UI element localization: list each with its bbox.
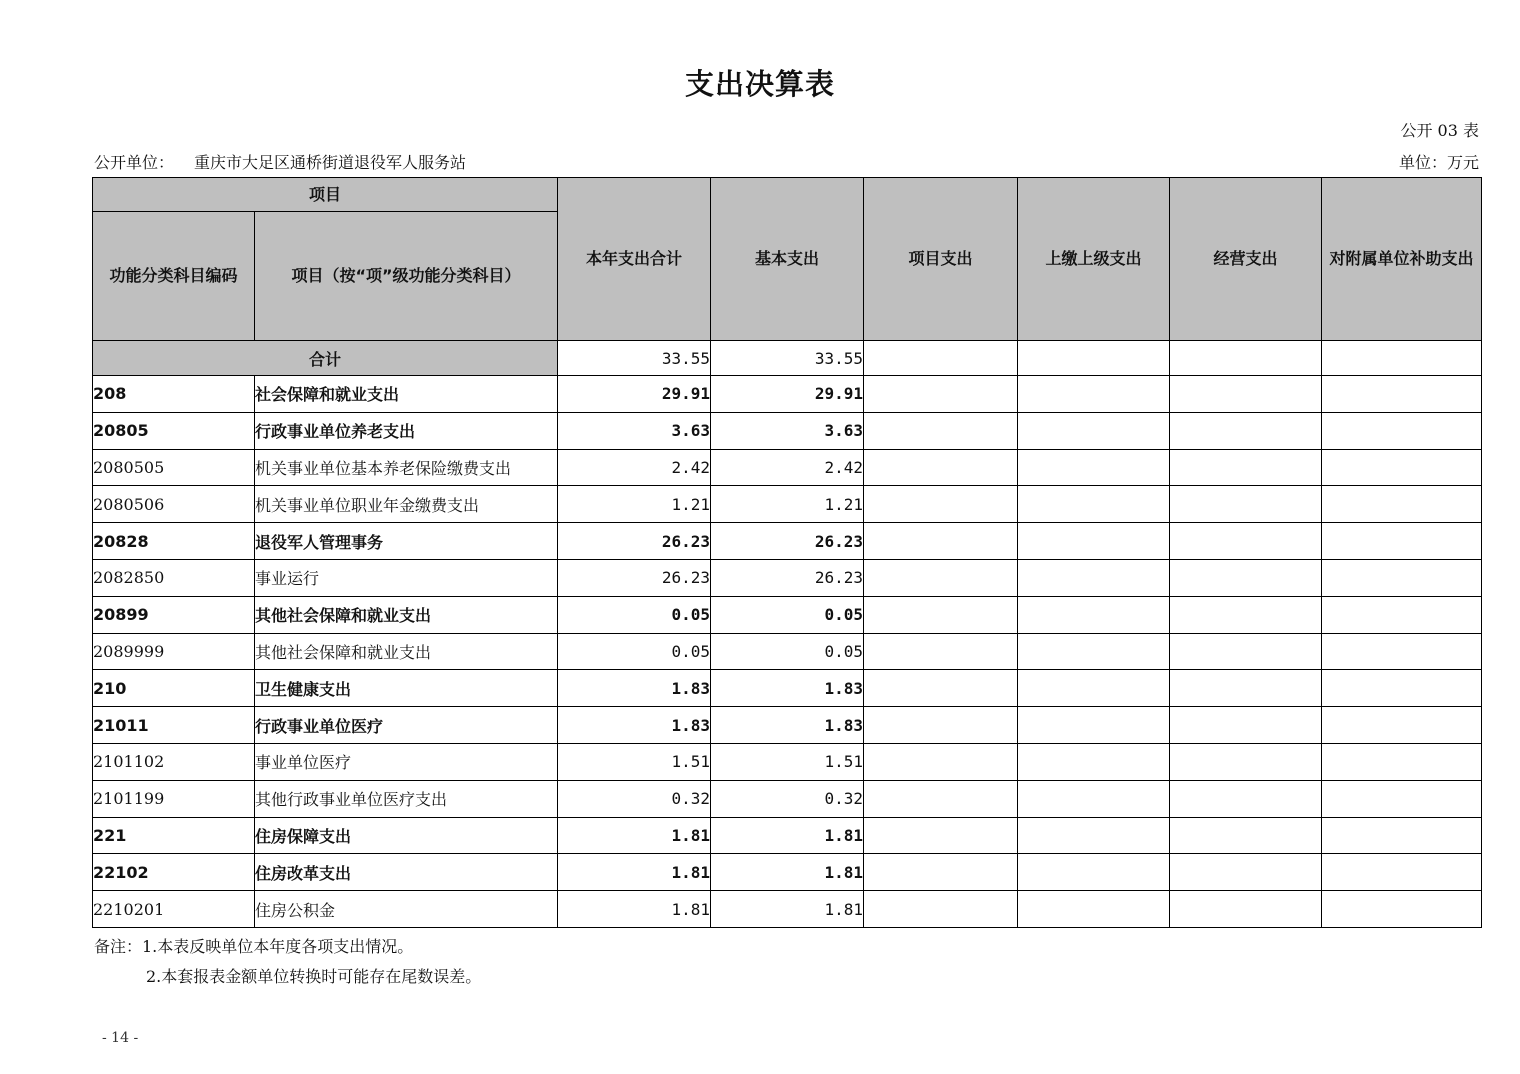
row-total: 0.05: [558, 633, 711, 670]
empty-cell: [864, 854, 1018, 891]
row-basic: 1.21: [711, 486, 864, 523]
row-basic: 0.05: [711, 596, 864, 633]
row-code: 21011: [93, 707, 255, 744]
total-sum: 33.55: [558, 341, 711, 376]
row-basic: 1.81: [711, 817, 864, 854]
table-row: [93, 707, 1482, 744]
row-basic: 29.91: [711, 376, 864, 413]
table-row: [93, 449, 1482, 486]
row-total: 26.23: [558, 559, 711, 596]
row-total: 26.23: [558, 523, 711, 560]
empty-cell: [1170, 633, 1322, 670]
row-basic: 2.42: [711, 449, 864, 486]
empty-cell: [1322, 670, 1482, 707]
notes: [94, 932, 481, 992]
row-basic: 26.23: [711, 523, 864, 560]
empty-cell: [1322, 412, 1482, 449]
empty-cell: [864, 559, 1018, 596]
row-code: 2089999: [93, 633, 255, 670]
table-row: [93, 376, 1482, 413]
row-name: 卫生健康支出: [255, 670, 558, 707]
empty-cell: [1322, 817, 1482, 854]
row-code: 210: [93, 670, 255, 707]
row-name: 其他行政事业单位医疗支出: [255, 780, 558, 817]
table-row: [93, 780, 1482, 817]
header-subsidy: 对附属单位补助支出: [1322, 178, 1482, 341]
empty-cell: [1170, 743, 1322, 780]
empty-cell: [1170, 449, 1322, 486]
expenditure-table: [92, 177, 1482, 928]
row-name: 住房改革支出: [255, 854, 558, 891]
empty-cell: [864, 743, 1018, 780]
table-row: [93, 523, 1482, 560]
empty-cell: [864, 670, 1018, 707]
row-basic: 0.32: [711, 780, 864, 817]
empty-cell: [1018, 559, 1170, 596]
row-total: 1.21: [558, 486, 711, 523]
row-basic: 1.51: [711, 743, 864, 780]
empty-cell: [1170, 559, 1322, 596]
row-basic: 3.63: [711, 412, 864, 449]
row-basic: 1.83: [711, 670, 864, 707]
empty-cell: [864, 412, 1018, 449]
row-code: 22102: [93, 854, 255, 891]
empty-cell: [864, 633, 1018, 670]
table-row: [93, 743, 1482, 780]
header-code: 功能分类科目编码: [93, 212, 255, 341]
row-total: 0.05: [558, 596, 711, 633]
empty-cell: [1170, 376, 1322, 413]
empty-cell: [1170, 412, 1322, 449]
empty-cell: [864, 891, 1018, 928]
empty-cell: [1018, 670, 1170, 707]
table-row: [93, 412, 1482, 449]
row-total: 1.83: [558, 707, 711, 744]
row-total: 1.81: [558, 817, 711, 854]
row-name: 其他社会保障和就业支出: [255, 633, 558, 670]
total-basic: 33.55: [711, 341, 864, 376]
row-name: 事业运行: [255, 559, 558, 596]
row-total: 3.63: [558, 412, 711, 449]
row-code: 2080505: [93, 449, 255, 486]
row-basic: 1.83: [711, 707, 864, 744]
row-total: 1.81: [558, 854, 711, 891]
empty-cell: [1018, 817, 1170, 854]
row-basic: 26.23: [711, 559, 864, 596]
empty-cell: [864, 707, 1018, 744]
row-total: 29.91: [558, 376, 711, 413]
empty-cell: [1322, 523, 1482, 560]
row-total: 1.83: [558, 670, 711, 707]
empty-cell: [864, 780, 1018, 817]
row-name: 退役军人管理事务: [255, 523, 558, 560]
row-code: 2080506: [93, 486, 255, 523]
row-name: 机关事业单位基本养老保险缴费支出: [255, 449, 558, 486]
empty-cell: [1018, 780, 1170, 817]
empty-cell: [1322, 854, 1482, 891]
empty-cell: [864, 486, 1018, 523]
row-basic: 1.81: [711, 891, 864, 928]
row-code: 20899: [93, 596, 255, 633]
table-row: [93, 486, 1482, 523]
empty-cell: [1170, 523, 1322, 560]
empty-cell: [1170, 780, 1322, 817]
note-2: 2.本套报表金额单位转换时可能存在尾数误差。: [146, 967, 482, 986]
header-project-exp: 项目支出: [864, 178, 1018, 341]
header-operating: 经营支出: [1170, 178, 1322, 341]
empty-cell: [1170, 486, 1322, 523]
empty-cell: [1018, 891, 1170, 928]
empty-cell: [1170, 670, 1322, 707]
empty-cell: [1018, 707, 1170, 744]
empty-cell: [1322, 743, 1482, 780]
row-code: 221: [93, 817, 255, 854]
row-name: 住房公积金: [255, 891, 558, 928]
empty-cell: [1322, 559, 1482, 596]
empty-cell: [864, 341, 1018, 376]
empty-cell: [1018, 412, 1170, 449]
empty-cell: [864, 376, 1018, 413]
empty-cell: [1170, 891, 1322, 928]
empty-cell: [1170, 854, 1322, 891]
empty-cell: [864, 449, 1018, 486]
total-label: 合计: [93, 341, 558, 376]
row-basic: 0.05: [711, 633, 864, 670]
row-name: 行政事业单位养老支出: [255, 412, 558, 449]
row-name: 机关事业单位职业年金缴费支出: [255, 486, 558, 523]
header-total: 本年支出合计: [558, 178, 711, 341]
row-code: 2101199: [93, 780, 255, 817]
empty-cell: [1018, 633, 1170, 670]
note-1: 备注：1.本表反映单位本年度各项支出情况。: [94, 937, 414, 956]
empty-cell: [864, 817, 1018, 854]
row-total: 1.51: [558, 743, 711, 780]
unit-info-row: [94, 150, 1479, 172]
currency-unit: 单位：万元: [1398, 153, 1479, 172]
empty-cell: [1170, 707, 1322, 744]
empty-cell: [1018, 341, 1170, 376]
row-code: 2101102: [93, 743, 255, 780]
empty-cell: [1322, 633, 1482, 670]
empty-cell: [1018, 523, 1170, 560]
empty-cell: [1018, 486, 1170, 523]
row-code: 208: [93, 376, 255, 413]
empty-cell: [1170, 817, 1322, 854]
empty-cell: [1018, 854, 1170, 891]
row-total: 1.81: [558, 891, 711, 928]
table-row: [93, 670, 1482, 707]
header-basic: 基本支出: [711, 178, 864, 341]
empty-cell: [864, 596, 1018, 633]
empty-cell: [1322, 891, 1482, 928]
empty-cell: [864, 523, 1018, 560]
row-name: 社会保障和就业支出: [255, 376, 558, 413]
empty-cell: [1322, 707, 1482, 744]
header-project: 项目: [93, 178, 558, 212]
empty-cell: [1018, 743, 1170, 780]
empty-cell: [1018, 449, 1170, 486]
empty-cell: [1322, 449, 1482, 486]
row-code: 2210201: [93, 891, 255, 928]
table-row: [93, 559, 1482, 596]
empty-cell: [1322, 376, 1482, 413]
table-row: [93, 891, 1482, 928]
page-number: - 14 -: [102, 1030, 139, 1046]
row-name: 其他社会保障和就业支出: [255, 596, 558, 633]
row-name: 住房保障支出: [255, 817, 558, 854]
org-name: 重庆市大足区通桥街道退役军人服务站: [194, 153, 467, 172]
row-code: 20805: [93, 412, 255, 449]
table-row: [93, 817, 1482, 854]
form-number: 公开 03 表: [1400, 121, 1479, 140]
page-title: 支出决算表: [684, 67, 835, 101]
table-row: [93, 633, 1482, 670]
row-total: 0.32: [558, 780, 711, 817]
empty-cell: [1322, 780, 1482, 817]
org-label: 公开单位：: [94, 153, 175, 172]
table-row: [93, 854, 1482, 891]
row-name: 事业单位医疗: [255, 743, 558, 780]
row-basic: 1.81: [711, 854, 864, 891]
table-row: [93, 596, 1482, 633]
empty-cell: [1018, 376, 1170, 413]
empty-cell: [1322, 486, 1482, 523]
empty-cell: [1018, 596, 1170, 633]
row-code: 2082850: [93, 559, 255, 596]
header-name: 项目（按“项”级功能分类科目）: [255, 212, 558, 341]
empty-cell: [1322, 341, 1482, 376]
row-code: 20828: [93, 523, 255, 560]
empty-cell: [1170, 341, 1322, 376]
row-total: 2.42: [558, 449, 711, 486]
header-upper: 上缴上级支出: [1018, 178, 1170, 341]
total-row: [93, 341, 1482, 376]
empty-cell: [1322, 596, 1482, 633]
row-name: 行政事业单位医疗: [255, 707, 558, 744]
organization: [94, 150, 486, 173]
empty-cell: [1170, 596, 1322, 633]
